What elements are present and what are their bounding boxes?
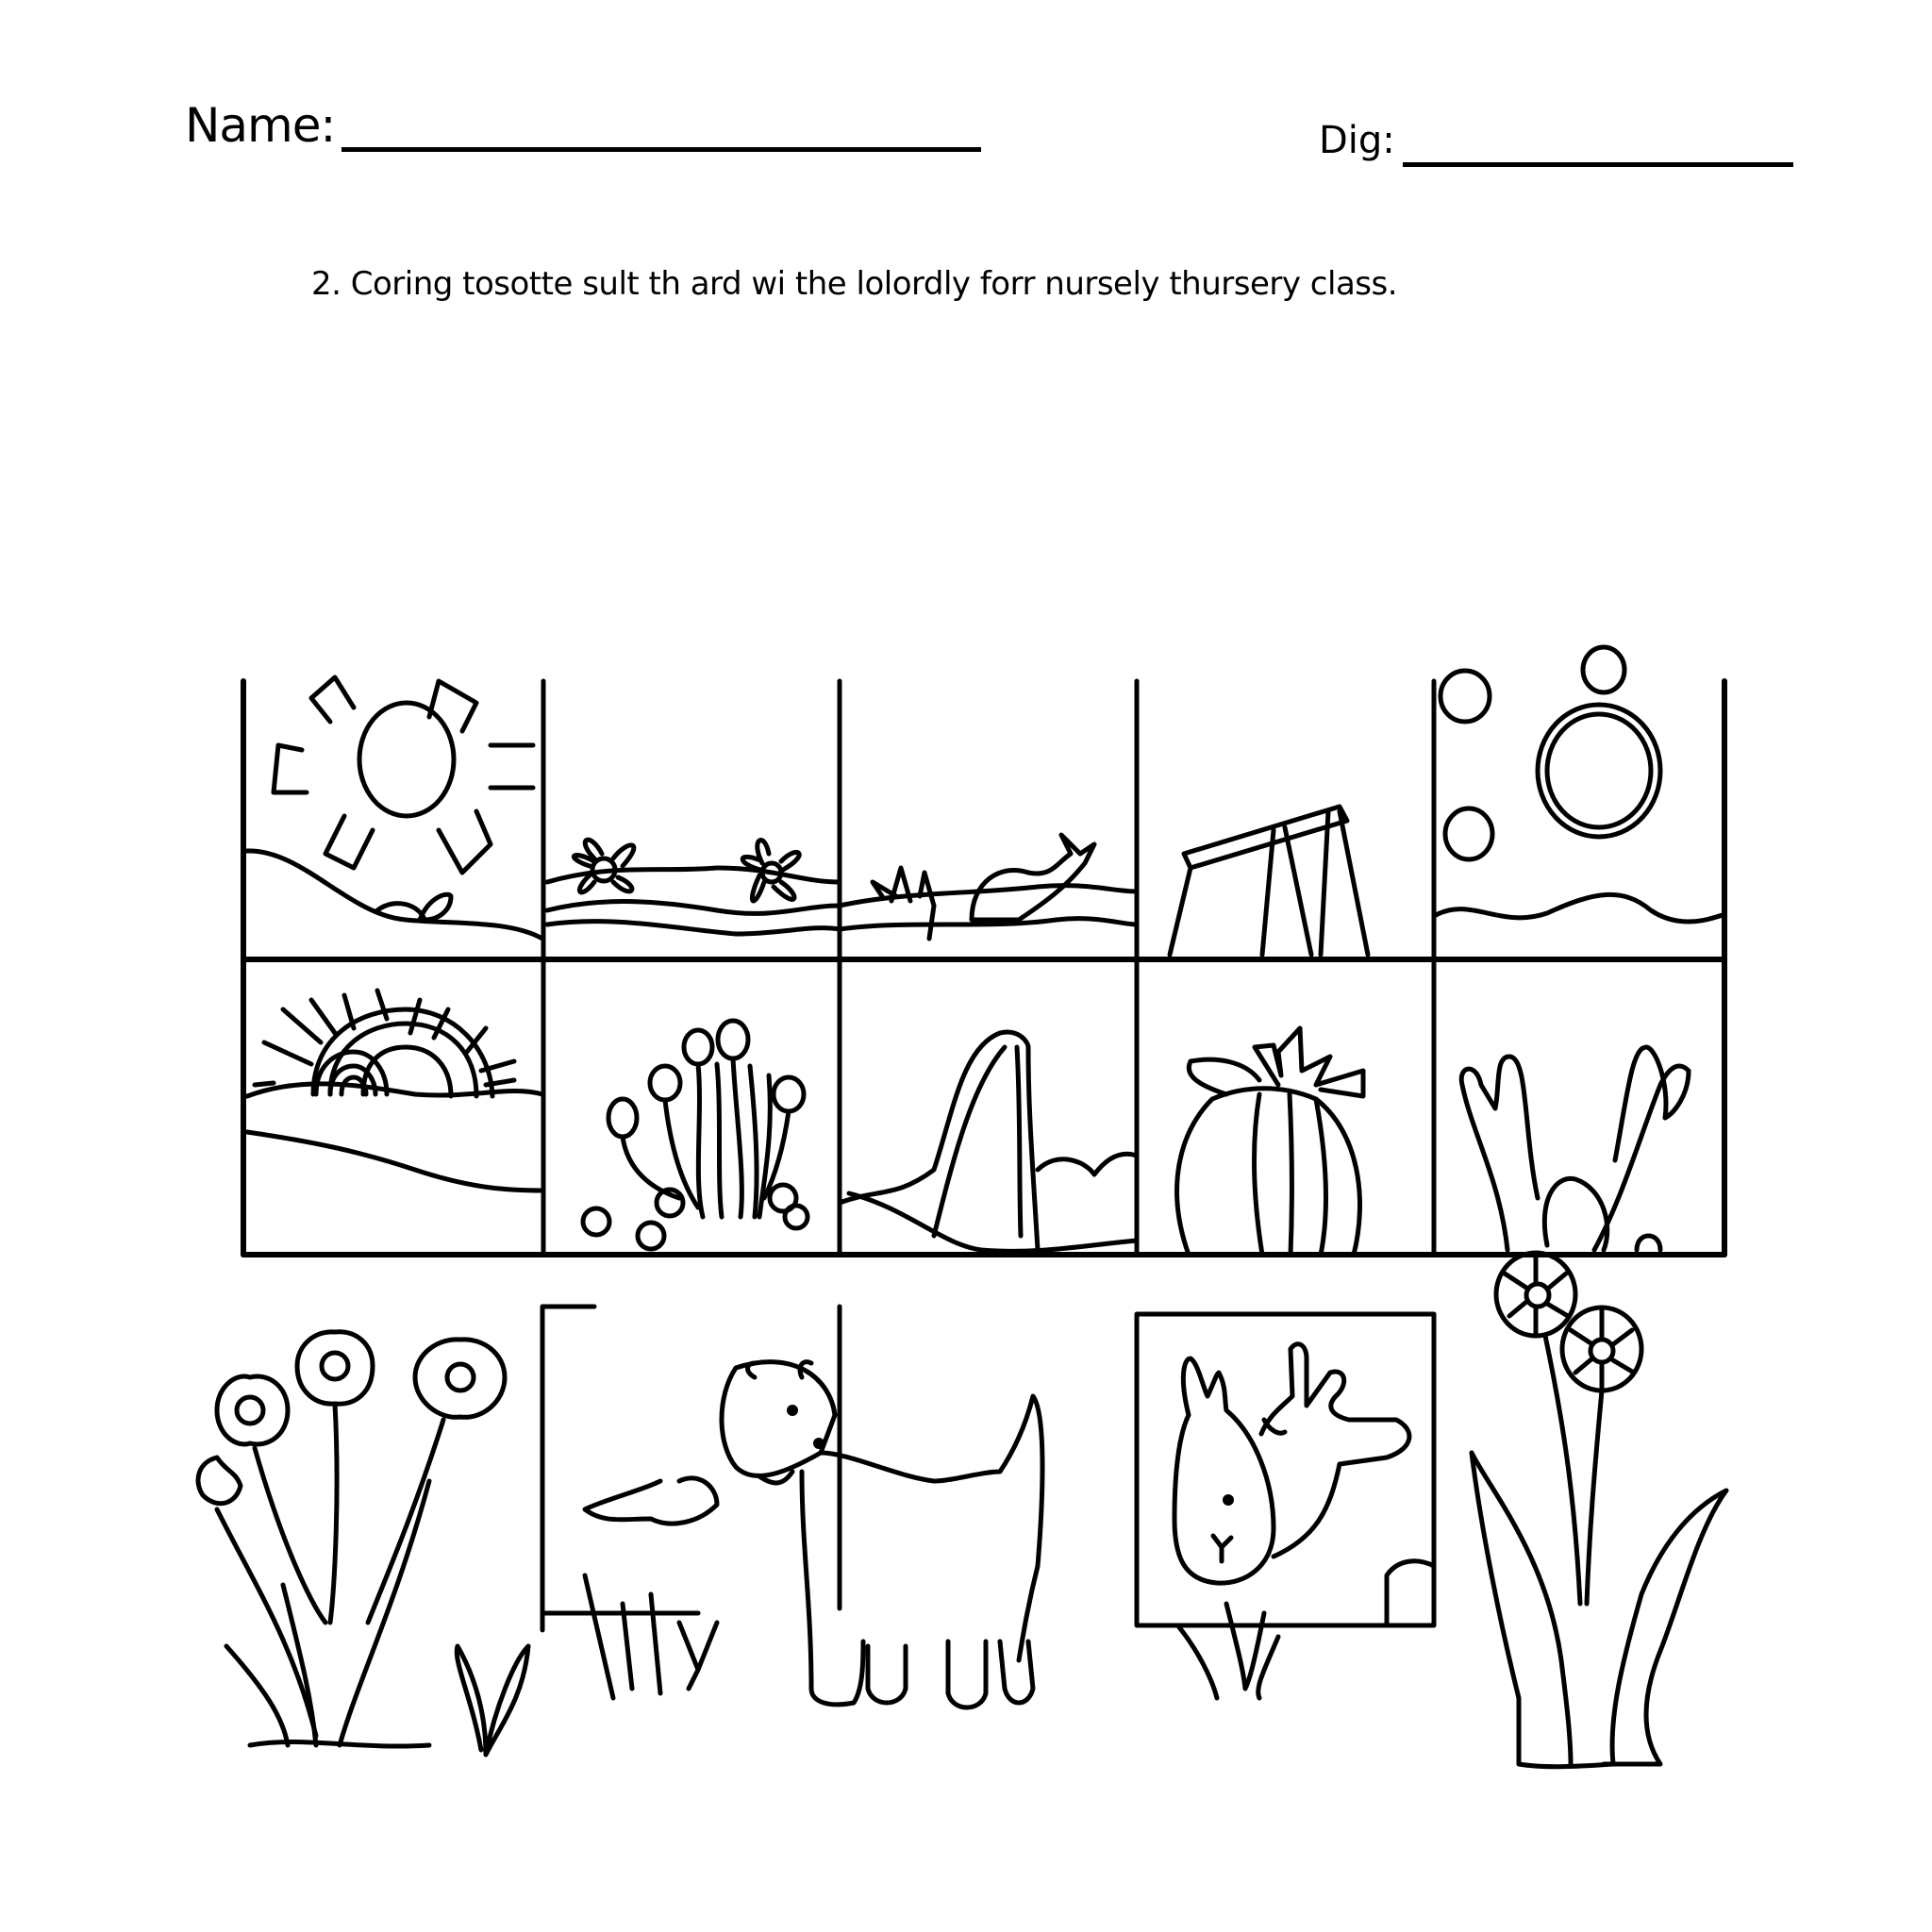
bubbles-icon: [1436, 647, 1723, 922]
daisy-flowers-icon: [198, 1332, 528, 1755]
goat-scene-icon: [1137, 1314, 1434, 1698]
sun-icon: [247, 677, 542, 939]
puppy-scene-icon: [542, 1307, 1042, 1707]
barrel-cactus-icon: [1177, 1028, 1363, 1255]
fish-and-leaves-icon: [840, 835, 1137, 939]
name-label: Name:: [185, 98, 336, 153]
swing-icon: [1170, 807, 1368, 955]
date-label: Dig:: [1319, 119, 1395, 162]
forked-cactus-icon: [1461, 1047, 1689, 1250]
picture-grid: [243, 681, 1724, 1255]
anemone-plant-icon: [583, 1021, 808, 1249]
instruction-text: 2. Coring tosotte sult th ard wi the lolordly forr nursely thursery class.: [311, 265, 1398, 303]
wave-shape-icon: [840, 1032, 1137, 1251]
flowers-on-waves-icon: [547, 840, 840, 934]
round-flowers-icon: [1472, 1253, 1726, 1767]
rising-sun-icon: [247, 991, 542, 1191]
